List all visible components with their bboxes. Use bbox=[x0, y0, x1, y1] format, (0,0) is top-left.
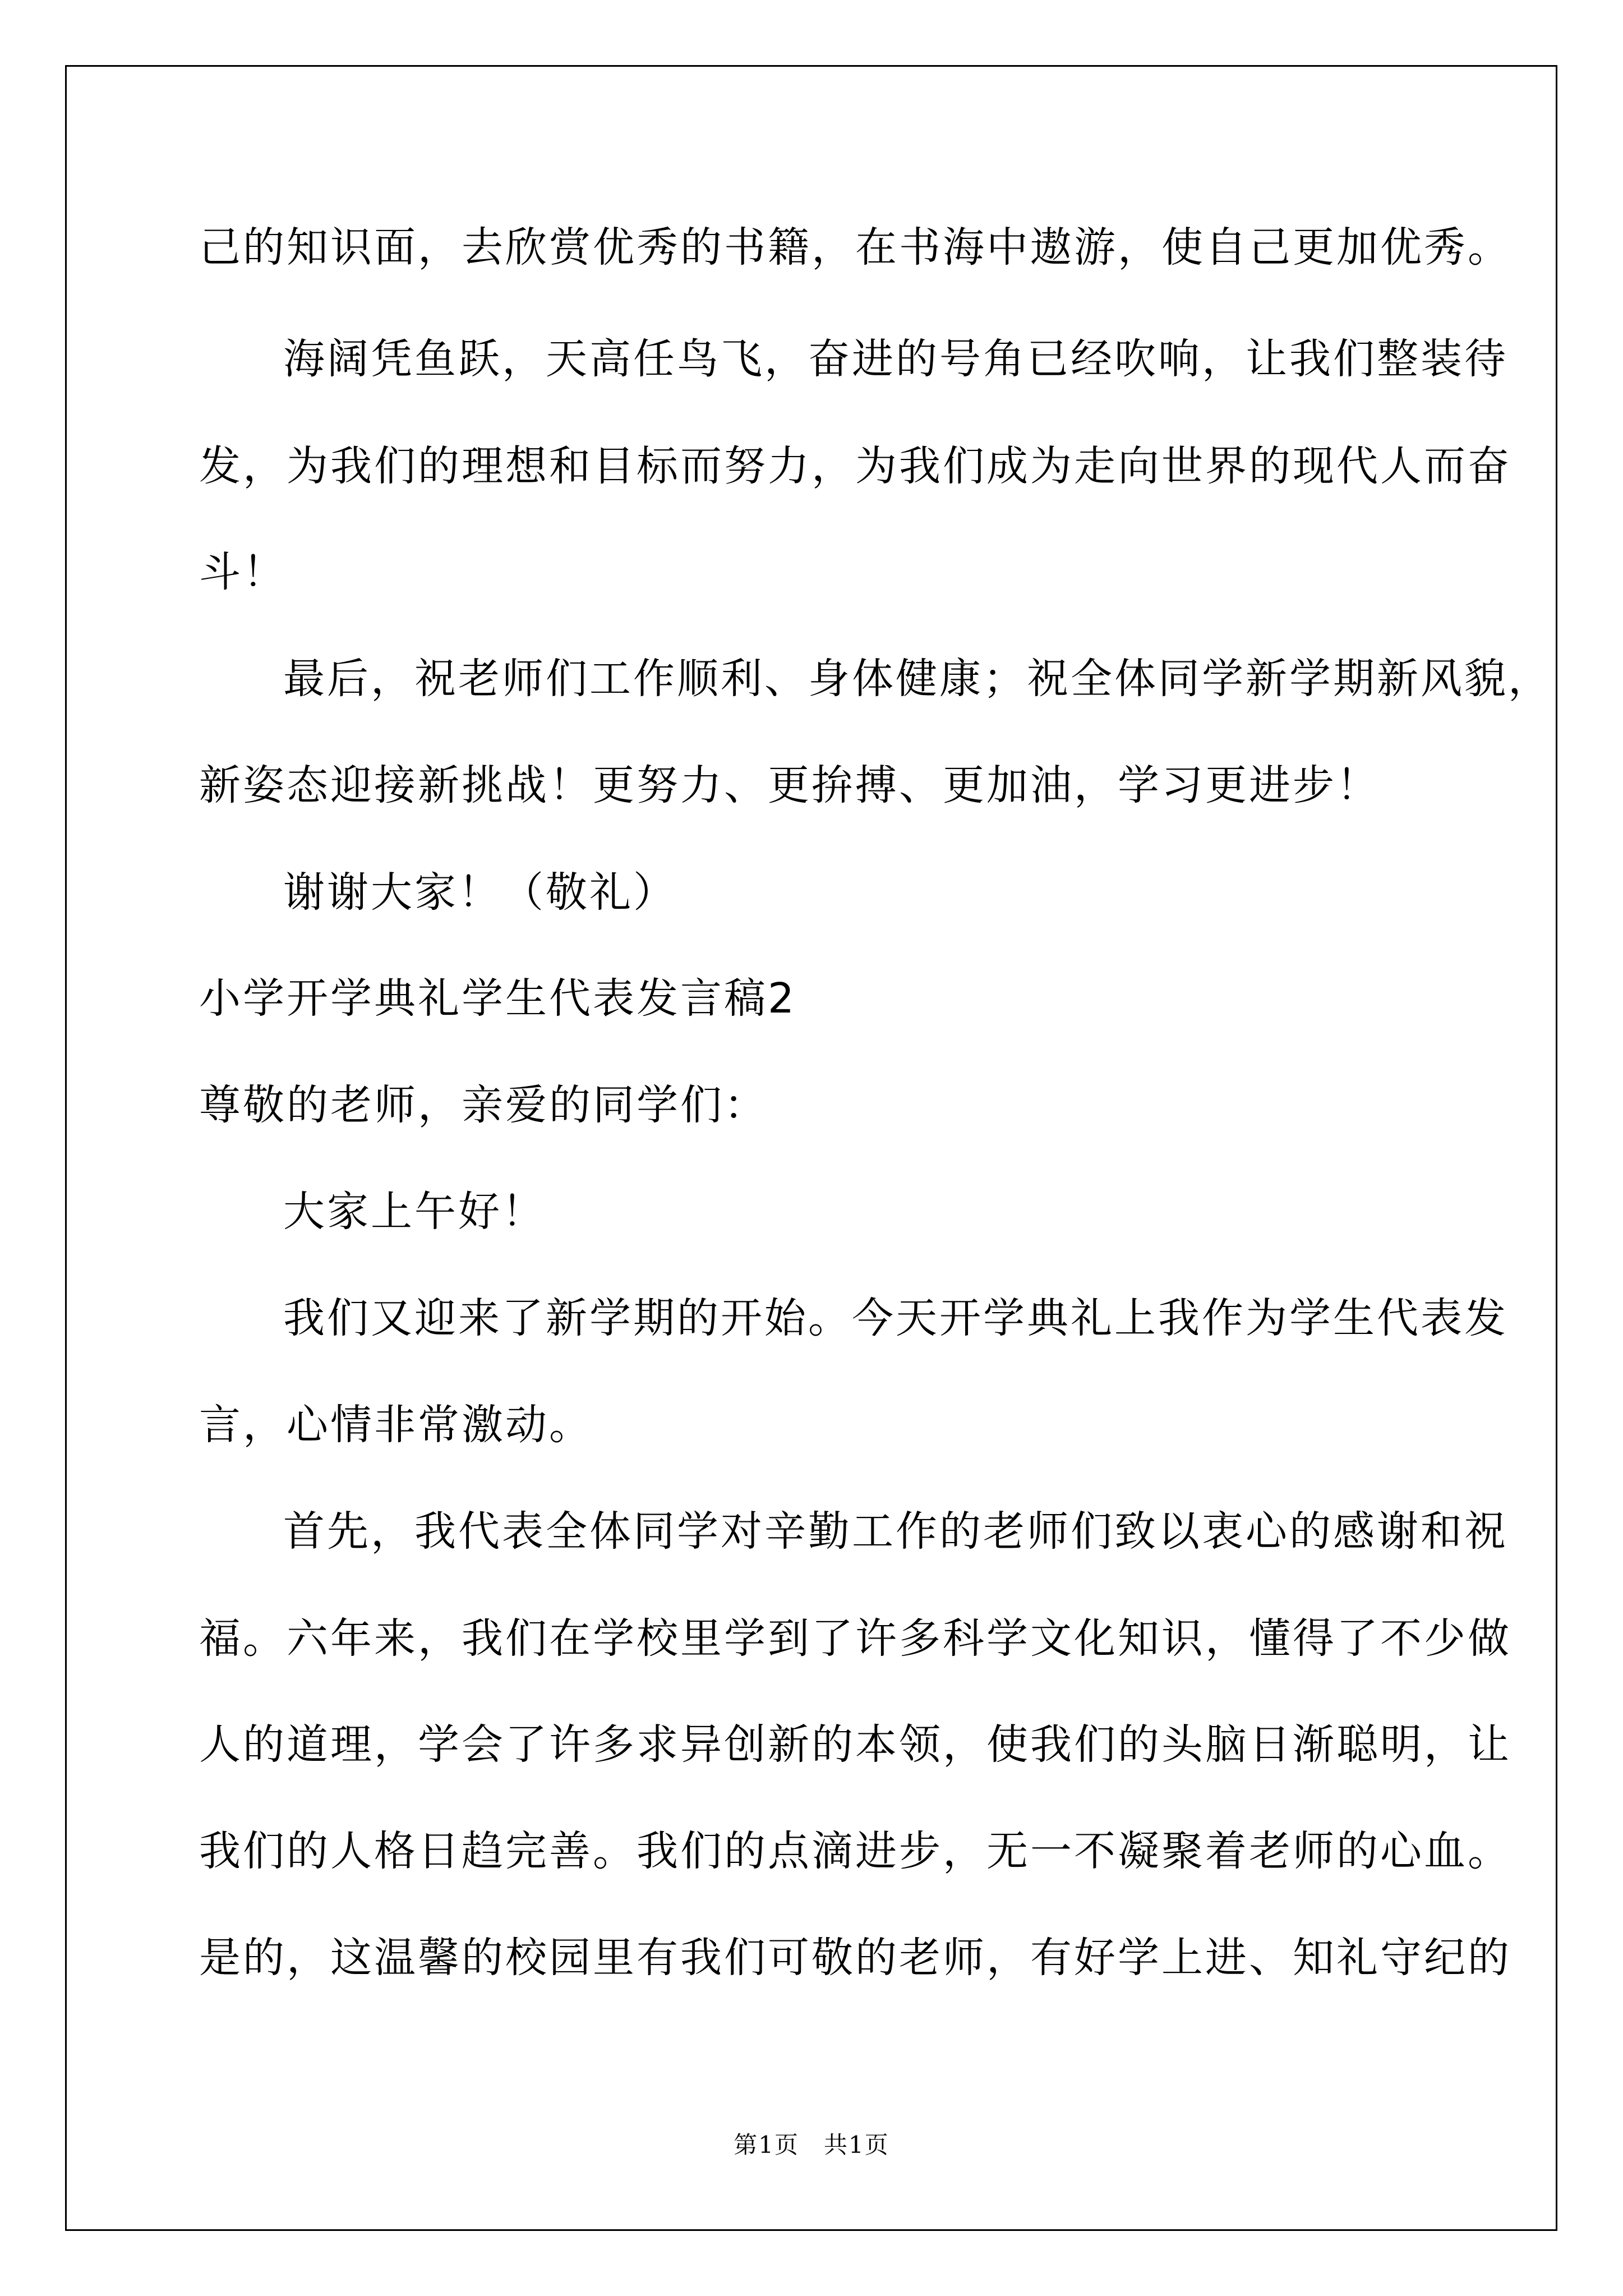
body-line-17: 是的，这温馨的校园里有我们可敬的老师，有好学上进、知礼守纪的 bbox=[199, 1934, 1511, 1982]
body-line-11: 我们又迎来了新学期的开始。今天开学典礼上我作为学生代表发 bbox=[283, 1294, 1508, 1342]
closing-line: 谢谢大家！（敬礼） bbox=[283, 868, 677, 917]
body-line-4: 斗！ bbox=[199, 548, 287, 596]
body-line-6: 新姿态迎接新挑战！更努力、更拚搏、更加油，学习更进步！ bbox=[199, 761, 1380, 809]
body-line-13: 首先，我代表全体同学对辛勤工作的老师们致以衷心的感谢和祝 bbox=[283, 1507, 1508, 1556]
salutation: 尊敬的老师，亲爱的同学们： bbox=[199, 1081, 768, 1129]
section-title: 小学开学典礼学生代表发言稿2 bbox=[199, 974, 797, 1023]
body-line-16: 我们的人格日趋完善。我们的点滴进步，无一不凝聚着老师的心血。 bbox=[199, 1827, 1511, 1875]
body-line-5: 最后，祝老师们工作顺利、身体健康；祝全体同学新学期新风貌， bbox=[283, 655, 1552, 703]
body-line-15: 人的道理，学会了许多求异创新的本领，使我们的头脑日渐聪明，让 bbox=[199, 1720, 1511, 1769]
body-line-14: 福。六年来，我们在学校里学到了许多科学文化知识，懂得了不少做 bbox=[199, 1614, 1511, 1663]
page-footer: 第1页 共1页 bbox=[734, 2131, 889, 2159]
body-line-1: 己的知识面，去欣赏优秀的书籍，在书海中遨游，使自己更加优秀。 bbox=[199, 223, 1511, 272]
body-line-3: 发，为我们的理想和目标而努力，为我们成为走向世界的现代人而奋 bbox=[199, 442, 1511, 490]
body-line-2: 海阔凭鱼跃，天高任鸟飞，奋进的号角已经吹响，让我们整装待 bbox=[283, 335, 1508, 383]
body-line-12: 言，心情非常激动。 bbox=[199, 1401, 593, 1449]
page-border bbox=[65, 65, 1557, 2231]
greeting: 大家上午好！ bbox=[283, 1188, 546, 1236]
